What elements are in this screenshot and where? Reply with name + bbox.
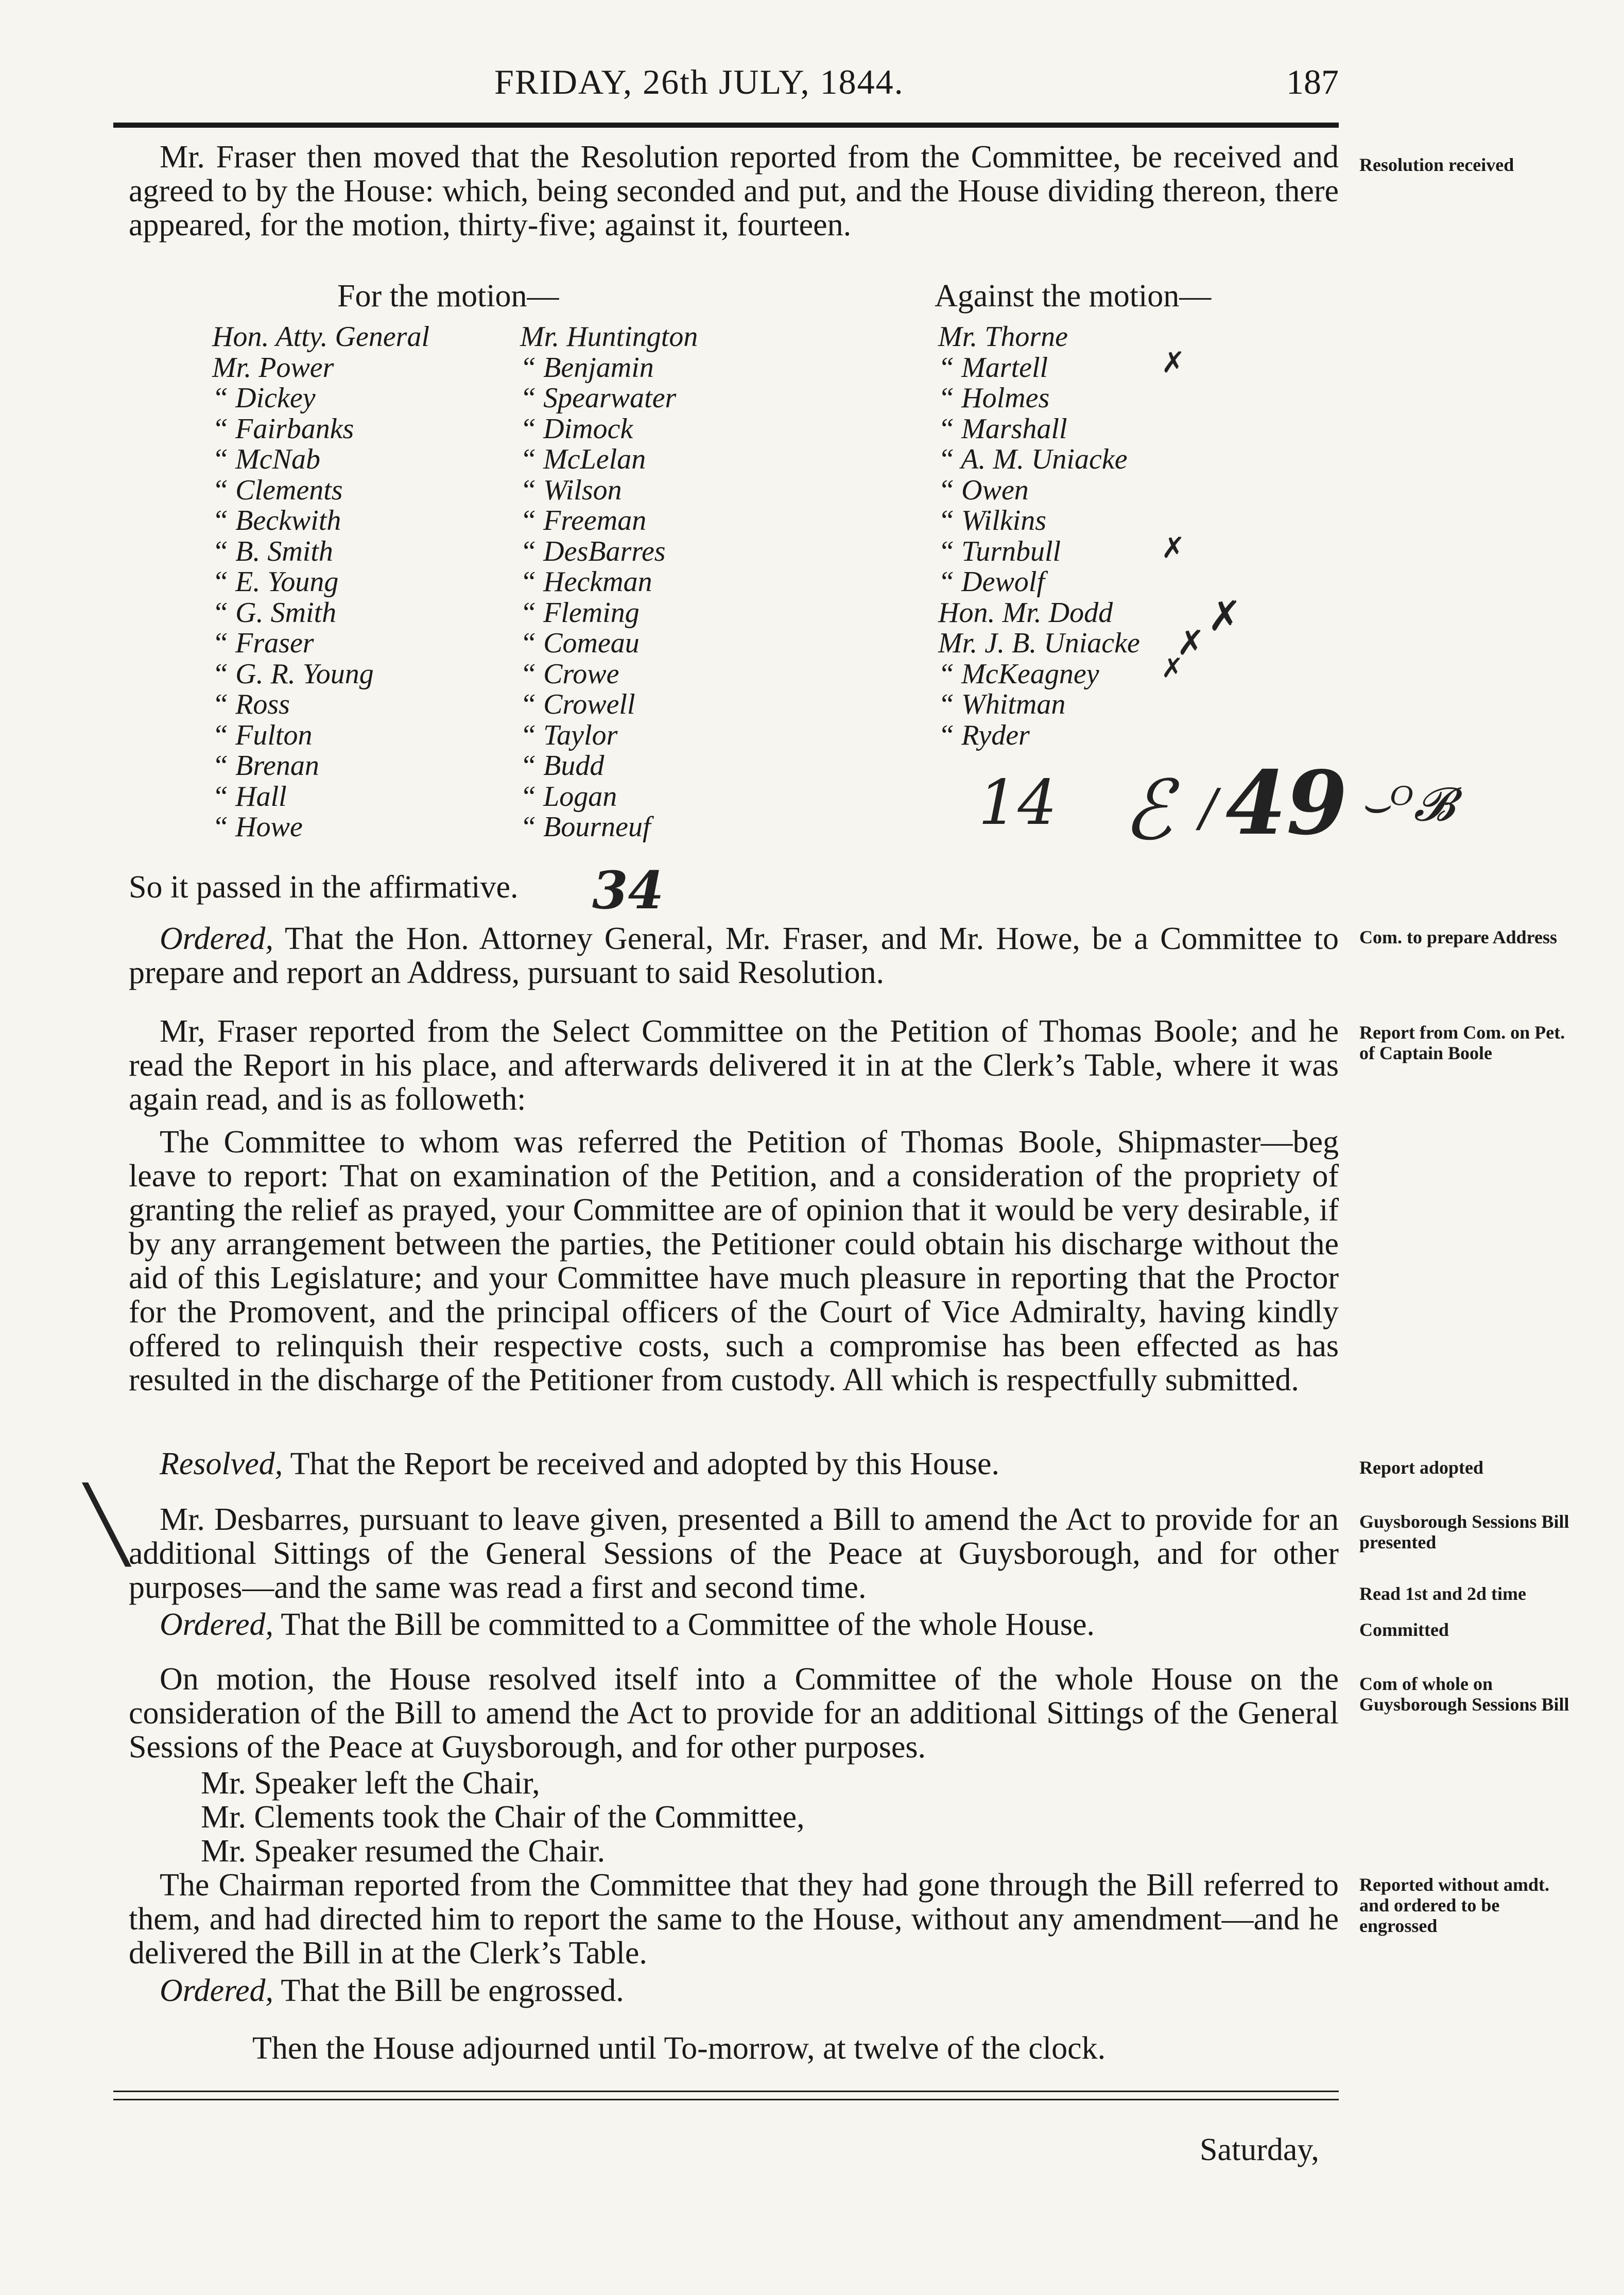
pen-cross-mark: ✗	[1207, 592, 1242, 640]
header-rule	[113, 123, 1339, 128]
page-number: 187	[1286, 62, 1339, 101]
chair-proceedings: Mr. Speaker left the Chair, Mr. Clements took the Chair of the Committee, Mr. Speaker resumed the Chair.	[201, 1766, 805, 1869]
member-name: “ Owen	[938, 474, 1029, 506]
ordered-committee-paragraph: Ordered, That the Hon. Attorney General, Mr. Fraser, and Mr. Howe, be a Committee to prepare and report an Address, pursuant to said Resolution.	[129, 921, 1339, 990]
against-motion-heading: Against the motion—	[935, 279, 1212, 314]
member-name: Hon. Mr. Dodd	[938, 596, 1113, 629]
handwritten-scrawl: ∕	[1200, 778, 1217, 838]
member-name: “ G. Smith	[212, 596, 337, 629]
member-name: “ Crowe	[520, 658, 619, 690]
member-name: “ Freeman	[520, 505, 647, 537]
member-name: Mr. Huntington	[520, 321, 698, 353]
handwritten-scrawl: ⌣ᴼ𝓑	[1359, 778, 1455, 832]
margin-note: Resolution received	[1359, 154, 1514, 175]
member-name: “ G. R. Young	[212, 658, 374, 690]
committee-of-whole-paragraph: On motion, the House resolved itself into a Committee of the whole House on the consideration of the Bill to amend the Act to provide for an additional Sittings of the General Sessions of the Peace at Guysborough, and for other purposes.	[129, 1662, 1339, 1765]
member-name: “ Crowell	[520, 688, 635, 720]
member-name: “ Wilson	[520, 474, 622, 506]
handwritten-tally-14: 14	[978, 767, 1057, 839]
page-title: FRIDAY, 26th JULY, 1844.	[494, 62, 904, 101]
resolved-paragraph: Resolved, That the Report be received and adopted by this House.	[160, 1446, 1000, 1481]
member-name: “ Spearwater	[520, 382, 677, 414]
for-motion-heading: For the motion—	[337, 279, 559, 314]
member-name: “ Heckman	[520, 566, 652, 598]
member-name: “ Clements	[212, 474, 343, 506]
member-name: “ Ryder	[938, 719, 1030, 751]
pen-cross-mark: ✗	[1161, 531, 1185, 565]
margin-note: Guysborough Sessions Bill presented	[1359, 1511, 1569, 1552]
member-name: “ Fulton	[212, 719, 313, 751]
member-name: Mr. Power	[212, 351, 334, 384]
pen-cross-mark: ✗	[1177, 623, 1205, 663]
pen-stroke-mark: ╲	[85, 1483, 129, 1567]
bill-presented-paragraph: Mr. Desbarres, pursuant to leave given, presented a Bill to amend the Act to provide for an additional Sittings of the General Sessions of the Peace at Guysborough, and for other purposes—and the same was read a first and second time.	[129, 1502, 1339, 1605]
motion-paragraph: Mr. Fraser then moved that the Resolution reported from the Committee, be received and agreed to by the House: which, being seconded and put, and the House dividing thereon, there appeared, for the motion, thirty-five; against it, fourteen.	[129, 140, 1339, 243]
against-list	[938, 322, 1140, 751]
member-name: “ A. M. Uniacke	[938, 443, 1128, 475]
footer-rule-bottom	[113, 2099, 1339, 2100]
member-name: “ E. Young	[212, 566, 339, 598]
for-list-column-2	[520, 322, 698, 843]
member-name: “ Dickey	[212, 382, 316, 414]
ordered-engrossed-paragraph: Ordered, That the Bill be engrossed.	[160, 1973, 624, 2008]
catchword: Saturday,	[1200, 2132, 1319, 2167]
member-name: “ Logan	[520, 780, 617, 813]
margin-note: Report from Com. on Pet. of Captain Boole	[1359, 1022, 1565, 1063]
member-name: “ Ross	[212, 688, 290, 720]
member-name: “ Dimock	[520, 412, 633, 445]
member-name: Mr. J. B. Uniacke	[938, 627, 1140, 659]
member-name: “ Beckwith	[212, 505, 341, 537]
member-name: “ McNab	[212, 443, 320, 475]
member-name: “ Fleming	[520, 596, 640, 629]
handwritten-scrawl: ℰ	[1122, 762, 1172, 858]
member-name: “ McKeagney	[938, 658, 1099, 690]
member-name: Hon. Atty. General	[212, 321, 430, 353]
member-name: “ Benjamin	[520, 351, 654, 384]
member-name: “ Fairbanks	[212, 412, 354, 445]
page-header	[124, 62, 1339, 113]
for-list-column-1	[212, 322, 429, 843]
margin-note: Committed	[1359, 1619, 1449, 1640]
member-name: “ Budd	[520, 750, 604, 782]
handwritten-total-49: 49	[1225, 752, 1347, 855]
margin-note: Report adopted	[1359, 1457, 1483, 1478]
member-name: “ Marshall	[938, 412, 1067, 445]
footer-rule-top	[113, 2091, 1339, 2092]
chairman-report-paragraph: The Chairman reported from the Committee that they had gone through the Bill referred to them, and had directed him to report the same to the House, without any amendment—and he delivered the Bill in at the Clerk’s Table.	[129, 1868, 1339, 1971]
division-result: So it passed in the affirmative.	[129, 870, 519, 905]
member-name: “ B. Smith	[212, 535, 333, 567]
member-name: “ Taylor	[520, 719, 618, 751]
member-name: “ Brenan	[212, 750, 319, 782]
member-name: “ Comeau	[520, 627, 640, 659]
margin-note: Com. to prepare Address	[1359, 927, 1558, 947]
member-name: “ Holmes	[938, 382, 1050, 414]
member-name: “ Turnbull	[938, 535, 1061, 567]
margin-note: Com of whole on Guysborough Sessions Bill	[1359, 1673, 1569, 1715]
pen-cross-mark: ✗	[1161, 346, 1185, 379]
handwritten-tally-34: 34	[592, 860, 664, 921]
ordered-committed-paragraph: Ordered, That the Bill be committed to a Committee of the whole House.	[160, 1607, 1095, 1642]
member-name: “ DesBarres	[520, 535, 666, 567]
member-name: “ Martell	[938, 351, 1048, 384]
committee-report-text: The Committee to whom was referred the Petition of Thomas Boole, Shipmaster—beg leave to report: That on examination of the Petition, and a consideration of the propriety of granting the relief as prayed, your Committee are of opinion that it would be very desirable, if by any arrangement between the parties, the Petitioner could obtain his discharge without the aid of this Legislature; and your Committee have much pleasure in reporting that the Proctor for the Promovent, and the principal officers of the Court of Vice Admiralty, having kindly offered to relinquish their respective costs, such a compromise has been effected as has resulted in the discharge of the Petitioner from custody. All which is respectfully submitted.	[129, 1125, 1339, 1397]
member-name: “ Howe	[212, 811, 303, 843]
report-intro-paragraph: Mr, Fraser reported from the Select Committee on the Petition of Thomas Boole; and he read the Report in his place, and afterwards delivered it in at the Clerk’s Table, where it was again read, and is as followeth:	[129, 1014, 1339, 1117]
member-name: “ Hall	[212, 780, 287, 813]
member-name: “ Dewolf	[938, 566, 1045, 598]
margin-note: Reported without amdt. and ordered to be engrossed	[1359, 1874, 1549, 1936]
adjournment-line: Then the House adjourned until To-morrow, at twelve of the clock.	[252, 2031, 1106, 2066]
member-name: “ McLelan	[520, 443, 646, 475]
member-name: “ Wilkins	[938, 505, 1047, 537]
member-name: “ Fraser	[212, 627, 314, 659]
member-name: “ Bourneuf	[520, 811, 651, 843]
pen-cross-mark: ✗	[1161, 653, 1184, 684]
member-name: “ Whitman	[938, 688, 1066, 720]
margin-note: Read 1st and 2d time	[1359, 1583, 1527, 1604]
member-name: Mr. Thorne	[938, 321, 1068, 353]
